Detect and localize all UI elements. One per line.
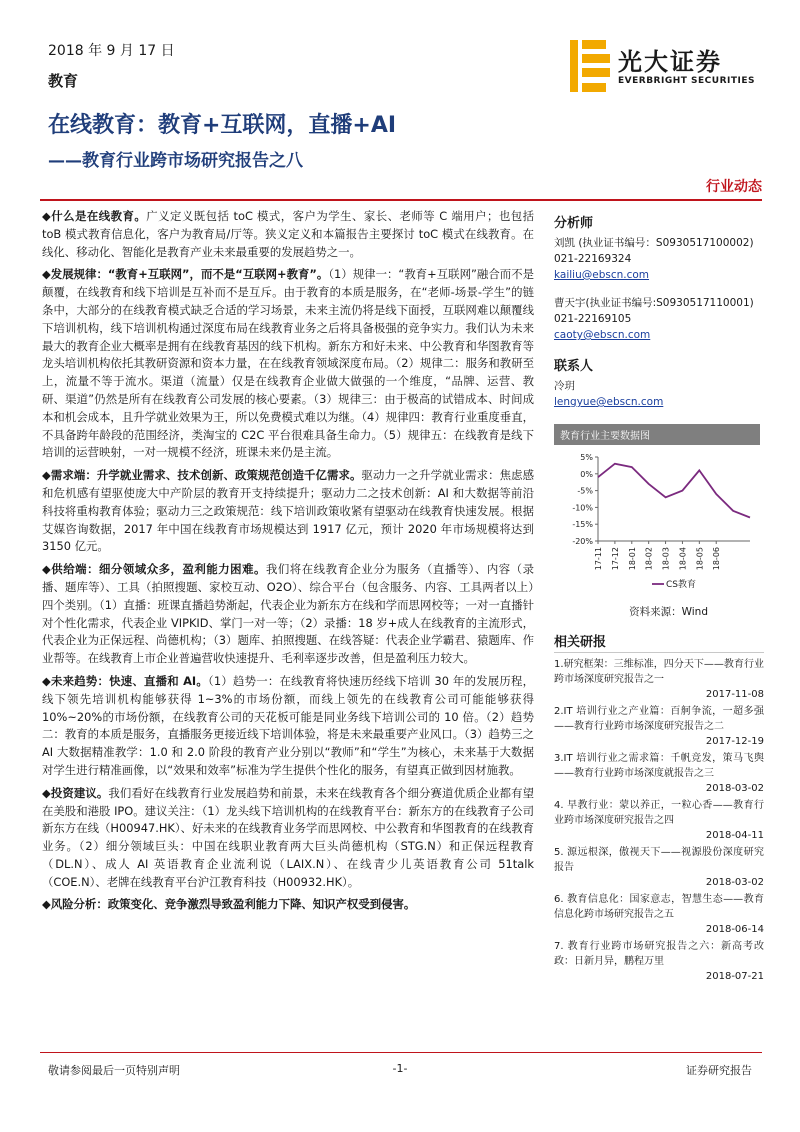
main-summary [42, 208, 534, 919]
summary-paragraph [42, 673, 534, 780]
related-report-title: 1.研究框架：三维标准，四分天下——教育行业跨市场深度研究报告之一 [554, 659, 764, 685]
x-tick-label: 18-06 [712, 547, 722, 571]
related-report-item[interactable] [554, 845, 764, 890]
related-report-item[interactable] [554, 751, 764, 796]
paragraph-body: 我们看好在线教育行业发展趋势和前景，未来在线教育各个细分赛道优质企业都有望在美股和港股 IPO。建议关注：（1）龙头线下培训机构的在线教育平台：新东方的在线教育子公司新东方在线（H00947.HK）、好未来的在线教育业务学而思网校、中公教育和华图教育的在线教育业务。（2）细分领域巨头：中国在线职业教育两大巨头尚德机构（STG.N）和正保远程教育（DL.N）、成人 AI 英语教育企业流利说（LAIX.N）、在线青少儿英语教育公司 51talk（COE.N）、老牌在线教育平台沪江教育科技（H00932.HK）。 [42, 785, 534, 889]
summary-paragraph [42, 467, 534, 556]
paragraph-lead: ◆未来趋势：快速、直播和 AI。 [42, 673, 208, 688]
related-report-date: 2018-07-21 [705, 971, 764, 982]
related-reports-list [554, 657, 764, 984]
x-tick-label: 18-01 [627, 547, 637, 571]
series-line-cs-education [598, 464, 750, 518]
chart-canvas [554, 445, 760, 595]
analyst-card [554, 235, 764, 283]
paragraph-body: 广义定义既包括 toC 模式，客户为学生、家长、老师等 C 端用户；也包括 toB 模式教育信息化，客户为教育局/厅等。狭义定义和本篇报告主要探讨 toC 模式在线教育。在线化、移动化、智能化是教育产业未来最重要的发展趋势之一。 [42, 209, 534, 259]
report-date: 2018 年 9 月 17 日 [48, 43, 175, 59]
y-tick-label: 5% [580, 453, 593, 462]
related-report-item[interactable] [554, 657, 764, 702]
x-tick-label: 18-03 [661, 547, 671, 571]
footer-divider [40, 1052, 762, 1053]
related-report-item[interactable] [554, 798, 764, 843]
analyst-heading: 分析师 [554, 216, 594, 231]
summary-paragraph [42, 266, 534, 462]
paragraph-lead: ◆需求端：升学就业需求、技术创新、政策规范创造千亿需求。 [42, 468, 362, 483]
summary-paragraph [42, 208, 534, 261]
x-tick-label: 18-05 [695, 547, 705, 571]
legend-label: CS教育 [666, 580, 696, 590]
x-tick-label: 17-11 [594, 547, 603, 571]
analyst-email-link[interactable]: caoty@ebscn.com [554, 329, 651, 341]
y-tick-label: -10% [572, 503, 593, 513]
logo-english-name: EVERBRIGHT SECURITIES [618, 76, 755, 86]
contact-card [554, 378, 764, 410]
y-tick-label: -15% [572, 520, 593, 530]
contact-heading: 联系人 [554, 359, 594, 374]
y-tick-label: 0% [580, 469, 593, 479]
logo-chinese-name: 光大证券 [618, 47, 722, 76]
related-report-date: 2018-06-14 [705, 924, 764, 935]
summary-paragraph [42, 785, 534, 892]
x-tick-label: 18-02 [644, 547, 654, 571]
summary-paragraph [42, 561, 534, 668]
report-type: 行业动态 [706, 179, 762, 195]
footer-report-label: 证券研究报告 [686, 1064, 752, 1077]
analyst-name: 刘凯 (执业证书编号：S0930517100002) [554, 237, 754, 249]
summary-paragraph [42, 896, 534, 914]
contact-name: 冷玥 [554, 380, 575, 392]
related-report-title: 5. 源远根深，傲视天下——视源股份深度研究报告 [554, 847, 764, 873]
footer-disclaimer: 敬请参阅最后一页特别声明 [48, 1064, 180, 1077]
header-divider [40, 199, 762, 201]
analyst-name: 曹天宇(执业证书编号:S0930517110001) [554, 297, 754, 309]
report-subtitle: ——教育行业跨市场研究报告之八 [48, 151, 303, 171]
company-logo [570, 38, 760, 96]
chart-title-bar: 教育行业主要数据图 [554, 424, 760, 445]
related-reports-heading: 相关研报 [554, 631, 764, 653]
related-report-item[interactable] [554, 704, 764, 749]
paragraph-lead: ◆什么是在线教育。 [42, 209, 147, 223]
related-report-item[interactable] [554, 939, 764, 984]
related-report-title: 6. 教育信息化：国家意志，智慧生态——教育信息化跨市场研究报告之五 [554, 894, 764, 920]
paragraph-body: 我们将在线教育企业分为服务（直播等）、内容（录播、题库等）、工具（拍照搜题、家校互动、O2O）、综合平台（包含服务、内容、工具两者以上）四个类别。（1）直播：班课直播趋势渐起，代表企业为新东方在线和学而思网校等；一对一直播针对个性化需求，代表企业 VIPKID、掌门一对一等；（2）录播：18 岁+成人在线教育的主流形式，代表企业为正保远程、尚德机构；（3）题库、拍照搜题、在线答疑：代表企业学霸君、猿题库、作业帮等。在线教育上市企业普遍营收快速提升、毛利率逐步改善，但是盈利压力较大。 [42, 562, 534, 666]
contact-email-link[interactable]: lengyue@ebscn.com [554, 396, 664, 408]
related-report-title: 4. 早教行业：蒙以养正，一粒心香——教育行业跨市场深度研究报告之四 [554, 800, 764, 826]
related-report-date: 2017-12-19 [705, 736, 764, 747]
related-report-title: 2.IT 培训行业之产业篇：百舸争流，一超多强——教育行业跨市场深度研究报告之二 [554, 706, 764, 732]
related-report-title: 3.IT 培训行业之需求篇：千帆竞发，策马飞舆——教育行业跨市场深度就报告之三 [554, 753, 764, 779]
y-tick-label: -20% [572, 537, 593, 546]
analyst-phone: 021-22169105 [554, 313, 632, 325]
related-report-title: 7. 教育行业跨市场研究报告之六：新高考改政：日新月异，鹏程万里 [554, 941, 764, 967]
chart-source: 资料来源：Wind [629, 606, 708, 618]
paragraph-lead: ◆风险分析：政策变化、竞争激烈导致盈利能力下降、知识产权受到侵害。 [42, 897, 416, 912]
report-title: 在线教育：教育+互联网，直播+AI [48, 113, 397, 138]
paragraph-lead: ◆供给端：细分领域众多，盈利能力困难。 [42, 562, 266, 577]
related-report-date: 2018-03-02 [705, 783, 764, 794]
related-report-item[interactable] [554, 892, 764, 937]
paragraph-body: 驱动力一之升学就业需求：焦虑感和危机感有望驱使庞大中产阶层的教育开支持续提升；驱动力二之技术创新：AI 和大数据等前沿科技将重构教育体验；驱动力三之政策规范：线下培训政策收紧有望驱动在线教育快速发展。根据艾媒咨询数据，2017 年中国在线教育市场规模达到 1917 亿元，预计 2020 年市场规模将达到 3150 亿元。 [42, 468, 534, 554]
sector-label: 教育 [48, 72, 79, 90]
page-number: -1- [392, 1062, 408, 1075]
related-report-date: 2018-04-11 [705, 830, 764, 841]
analyst-email-link[interactable]: kailiu@ebscn.com [554, 269, 650, 281]
analyst-phone: 021-22169324 [554, 253, 632, 265]
paragraph-body: （1）趋势一：在线教育将快速历经线下培训 30 年的发展历程，线下领先培训机构能够获得 1~3%的市场份额，而线上领先的在线教育公司可能能够获得 10%~20%的市场份额，在线教育公司的天花板可能是同业务线下培训公司的 10 倍。（2）趋势二：教育的本质是服务，直播服务更接近线下培训体验，将是未来最重要产业风口。（3）趋势三之 AI 大数据精准教学：1.0 和 2.0 阶段的教育产业分别以“教师”和“学生”为核心，未来基于大数据对学生进行精准画像，以“效果和效率”标准为学生提供个性化的服务，有望真正做到因材施教。 [42, 673, 534, 777]
sector-chart [554, 424, 760, 619]
related-report-date: 2017-11-08 [705, 689, 764, 700]
paragraph-lead: ◆发展规律：“教育+互联网”，而不是“互联网+教育”。 [42, 267, 329, 282]
related-report-date: 2018-03-02 [705, 877, 764, 888]
logo-mark-icon [570, 40, 610, 92]
sidebar [554, 212, 764, 986]
paragraph-lead: ◆投资建议。 [42, 785, 109, 800]
x-tick-label: 18-04 [678, 547, 688, 571]
y-tick-label: -5% [577, 486, 593, 496]
analyst-card [554, 295, 764, 343]
paragraph-body: （1）规律一：“教育+互联网”融合而不是颠覆，在线教育和线下培训是互补而不是互斥。由于教育的本质是服务，在“老师-场景-学生”的链条中，大部分的在线教育模式缺乏合适的学习场景，未来主流仍将是线下面授，互联网难以颠覆线下培训机构，线下培训机构通过深度布局在线教育业务之后将具备极强的竞争实力。我们认为未来最大的教育企业大概率是拥有在线教育基因的线下机构。新东方和好未来、中公教育和华图教育等龙头培训机构依托其教研资源和资本力量，在在线教育领域深度布局。（2）规律二：服务和教研至上，流量不等于流水。渠道（流量）仅是在线教育企业做大做强的一个维度，“品牌、运营、教研、渠道”仍然是所有在线教育公司发展的核心要素。（3）规律三：由于极高的试错成本、时间成本和机会成本，且升学就业效果为王，所以免费模式难以为继。（4）规律四：教育行业重度垂直，不具备跨年龄段的范围经济，类淘宝的 C2C 平台很难具备生命力。（5）规律五：在线教育是线下培训的运营映射，一对一规模不经济，班课未来仍是主流。 [42, 267, 534, 460]
x-tick-label: 17-12 [610, 547, 620, 571]
